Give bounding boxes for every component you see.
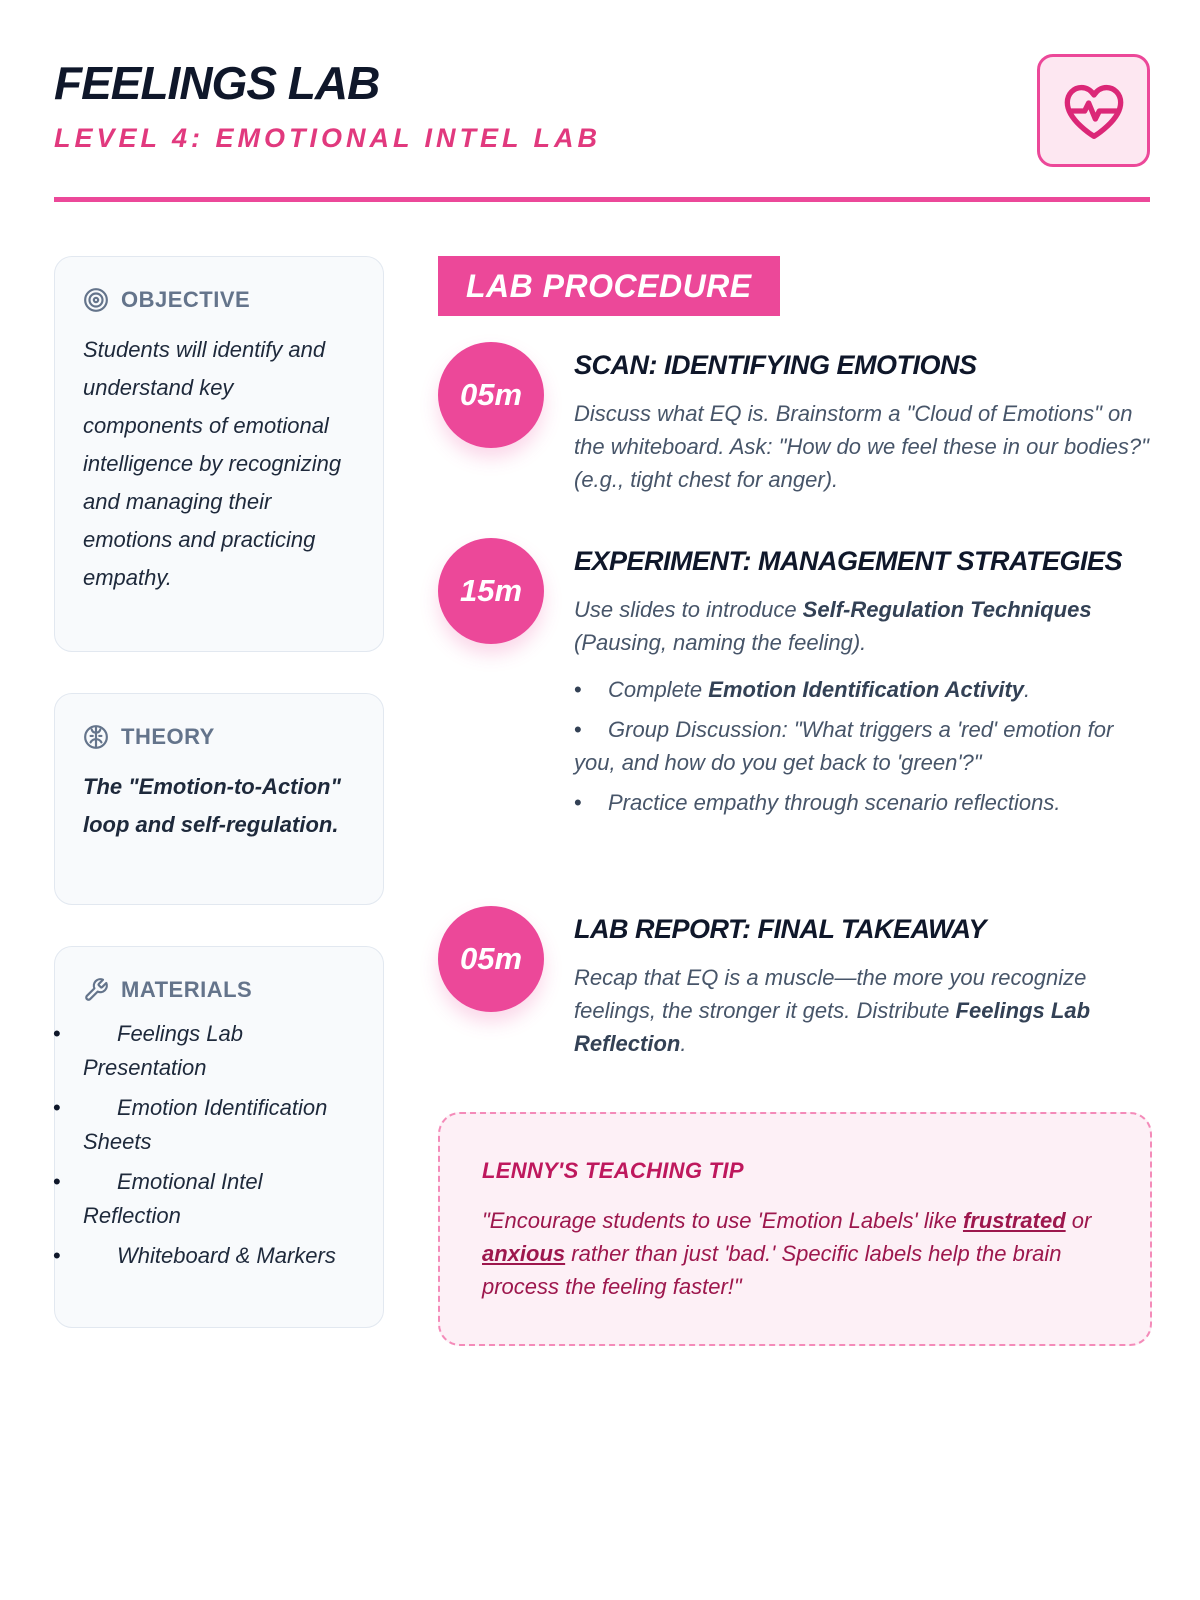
- objective-label: OBJECTIVE: [121, 287, 251, 312]
- logo-badge: [1037, 54, 1150, 167]
- procedure-banner: LAB PROCEDURE: [438, 256, 780, 316]
- materials-heading: [83, 977, 355, 1003]
- list-item: • Feelings Lab Presentation: [83, 1017, 355, 1085]
- page-title: FEELINGS LAB: [54, 57, 380, 109]
- step-description: Use slides to introduce Self-Regulation Techniques (Pausing, naming the feeling).: [574, 597, 1092, 655]
- step-time-badge: 05m: [438, 906, 544, 1012]
- tip-keyword: anxious: [482, 1241, 566, 1266]
- theory-text: The "Emotion-to-Action" loop and self-regulation.: [83, 774, 341, 837]
- brain-icon: [83, 724, 109, 750]
- step-title: SCAN: IDENTIFYING EMOTIONS: [574, 350, 977, 380]
- teaching-tip-box: [438, 1112, 1152, 1346]
- materials-label: MATERIALS: [121, 977, 253, 1002]
- materials-card: [54, 946, 384, 1328]
- list-item: • Complete Emotion Identification Activity.: [574, 673, 1158, 706]
- target-icon: [83, 287, 109, 313]
- tip-text: "Encourage students to use 'Emotion Labels' like frustrated or anxious rather than just 'bad.' Specific labels help the brain process the feeling faster!": [482, 1208, 1092, 1299]
- step-description: Recap that EQ is a muscle—the more you recognize feelings, the stronger it gets. Distribute Feelings Lab Reflection.: [574, 965, 1091, 1056]
- step-title: EXPERIMENT: MANAGEMENT STRATEGIES: [574, 546, 1123, 576]
- list-item: • Practice empathy through scenario reflections.: [574, 786, 1158, 819]
- step-title: LAB REPORT: FINAL TAKEAWAY: [574, 914, 986, 944]
- tip-title: LENNY'S TEACHING TIP: [482, 1158, 744, 1183]
- tip-keyword: frustrated: [962, 1208, 1066, 1233]
- page-header: [54, 54, 1150, 202]
- wrench-icon: [83, 977, 109, 1003]
- list-item: • Group Discussion: "What triggers a 'red' emotion for you, and how do you get back to 'green'?": [574, 713, 1158, 779]
- objective-card: [54, 256, 384, 652]
- objective-text: Students will identify and understand key components of emotional intelligence by recognizing and managing their emotions and practicing empathy.: [83, 337, 342, 590]
- materials-list: [83, 1017, 355, 1273]
- step-time-badge: 05m: [438, 342, 544, 448]
- list-item: • Emotional Intel Reflection: [83, 1165, 355, 1233]
- step-bullet-list: [574, 673, 1158, 819]
- theory-card: [54, 693, 384, 905]
- theory-heading: [83, 724, 355, 750]
- objective-heading: [83, 287, 355, 313]
- list-item: • Whiteboard & Markers: [83, 1239, 355, 1273]
- page-subtitle: LEVEL 4: EMOTIONAL INTEL LAB: [54, 123, 602, 153]
- theory-label: THEORY: [121, 724, 215, 749]
- step-description: Discuss what EQ is. Brainstorm a "Cloud of Emotions" on the whiteboard. Ask: "How do we feel these in our bodies?" (e.g., tight chest for anger).: [574, 401, 1149, 492]
- step-time-badge: 15m: [438, 538, 544, 644]
- list-item: • Emotion Identification Sheets: [83, 1091, 355, 1159]
- heart-pulse-icon: [1062, 81, 1126, 141]
